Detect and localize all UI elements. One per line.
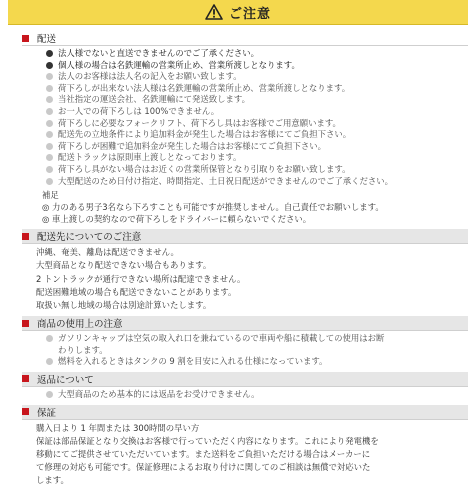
list-item-text: 配送先の立地条件により追加料金が発生した場合はお客様にてご負担下さい。 <box>58 129 352 140</box>
list-item-text: 法人のお客様は法人名の記入をお願い致します。 <box>58 71 242 82</box>
text-line: 沖縄、奄美、離島は配送できません。 <box>36 247 179 258</box>
text-line: 配送困難地域の場合も配送できないことがあります。 <box>36 286 237 297</box>
circle-bullet-icon <box>46 50 53 57</box>
red-square-icon <box>22 408 29 415</box>
text-line: 移動にてご提供させていただいています。また送料をご負担いただける場合はメーカーに <box>36 448 371 459</box>
delivery-notes <box>42 189 476 225</box>
list-item <box>46 141 476 153</box>
list-item-text: 大型商品のため基本的には返品をお受けできません。 <box>58 388 260 399</box>
section-title: 商品の使用上の注意 <box>37 319 123 331</box>
list-item <box>46 118 476 130</box>
text-line: て修理の対応も可能です。保証修理によるお取り付けに関してのご相談は無償で対応いた <box>36 462 371 473</box>
usage-list <box>46 333 476 368</box>
text-line: 2 トントラックが通行できない場所は配達できません。 <box>36 273 246 284</box>
warning-triangle-icon <box>205 4 223 20</box>
circle-bullet-icon <box>46 96 53 103</box>
section-heading-warranty <box>22 405 468 420</box>
list-item-text: 配送トラックは原則車上渡しとなっております。 <box>58 152 242 163</box>
section-heading-returns <box>22 372 468 387</box>
circle-bullet-icon <box>46 335 53 342</box>
list-item <box>46 94 476 106</box>
red-square-icon <box>22 375 29 382</box>
text-line: 取扱い無し地域の場合は別途計算いたします。 <box>36 299 212 310</box>
list-item <box>46 389 476 401</box>
list-item-text: 法人様でないと直送できませんのでご了承ください。 <box>58 48 259 58</box>
list-item <box>46 60 476 72</box>
section-heading-delivery <box>22 31 468 46</box>
note-label: 補足 <box>42 190 59 201</box>
banner-title: ご注意 <box>228 6 271 22</box>
list-item <box>46 71 476 83</box>
destination-text <box>36 246 476 312</box>
circle-bullet-icon <box>46 120 53 127</box>
text-line: 大型商品となり配送できない場合もあります。 <box>36 260 212 271</box>
text-line: わりします。 <box>58 344 108 355</box>
list-item-text <box>58 333 384 356</box>
circle-bullet-icon <box>46 85 53 92</box>
list-item-text: 荷下ろしが困難で追加料金が発生した場合はお客様にてご負担下さい。 <box>58 140 326 151</box>
red-square-icon <box>22 233 29 240</box>
section-title: 保証 <box>37 407 57 419</box>
list-item <box>46 176 476 188</box>
list-item-text: 大型配送のため日付け指定、時間指定、土日祝日配送ができませんのでご了承ください。 <box>58 175 393 186</box>
red-square-icon <box>22 320 29 327</box>
text-line: 購入日より 1 年間または 300時間の早い方 <box>36 422 200 433</box>
list-item <box>46 152 476 164</box>
text-line: します。 <box>36 475 69 486</box>
circle-bullet-icon <box>46 62 53 69</box>
circle-bullet-icon <box>46 73 53 80</box>
section-title: 返品について <box>37 374 94 386</box>
red-square-icon <box>22 35 29 42</box>
circle-bullet-icon <box>46 391 53 398</box>
notice-banner <box>8 0 468 25</box>
returns-list <box>46 389 476 401</box>
note-line: ◎ 力のある男子3名なら下ろすことも可能ですが推奨しません。自己責任でお願いします。 <box>42 202 384 213</box>
list-item <box>46 83 476 95</box>
list-item-text: 荷下ろしが出来ない法人様は名鉄運輸の営業所止め、営業所渡しとなります。 <box>58 82 351 93</box>
list-item-text: 荷下ろしに必要なフォークリフト、荷下ろし具はお客様でご用意願います。 <box>58 117 341 128</box>
list-item-text: 燃料を入れるときはタンクの 9 割を目安に入れる仕様になっています。 <box>58 356 328 367</box>
list-item <box>46 164 476 176</box>
delivery-list <box>46 48 476 187</box>
circle-bullet-icon <box>46 108 53 115</box>
section-heading-destination <box>22 229 468 244</box>
warranty-text <box>36 422 476 488</box>
list-item-text: 個人様の場合は名鉄運輸の営業所止め、営業所渡しとなります。 <box>58 59 300 70</box>
list-item <box>46 129 476 141</box>
list-item <box>46 356 476 368</box>
section-title: 配送 <box>37 34 57 45</box>
list-item <box>46 333 476 356</box>
section-title: 配送先についてのご注意 <box>37 232 142 244</box>
circle-bullet-icon <box>46 154 53 161</box>
list-item <box>46 48 476 60</box>
circle-bullet-icon <box>46 178 53 185</box>
circle-bullet-icon <box>46 131 53 138</box>
circle-bullet-icon <box>46 143 53 150</box>
list-item-text: 荷下ろし具がない場合はお近くの営業所保管となり引取りをお願い致します。 <box>58 163 351 174</box>
circle-bullet-icon <box>46 166 53 173</box>
list-item <box>46 106 476 118</box>
note-line: ◎ 車上渡しの契約なので荷下ろしをドライバーに頼らないでください。 <box>42 214 312 225</box>
text-line: 保証は部品保証となり交換はお客様で行っていただく内容になります。これにより発電機を <box>36 435 379 446</box>
text-line: ガソリンキャップは空気の取入れ口を兼ねているので車両や船に積載しての使用はお断 <box>58 333 385 344</box>
section-heading-usage <box>22 316 468 331</box>
list-item-text: 当社指定の運送会社、名鉄運輸にて発送致します。 <box>58 94 250 105</box>
list-item-text: お一人での荷下ろしは 100%できません。 <box>58 105 220 116</box>
circle-bullet-icon <box>46 358 53 365</box>
